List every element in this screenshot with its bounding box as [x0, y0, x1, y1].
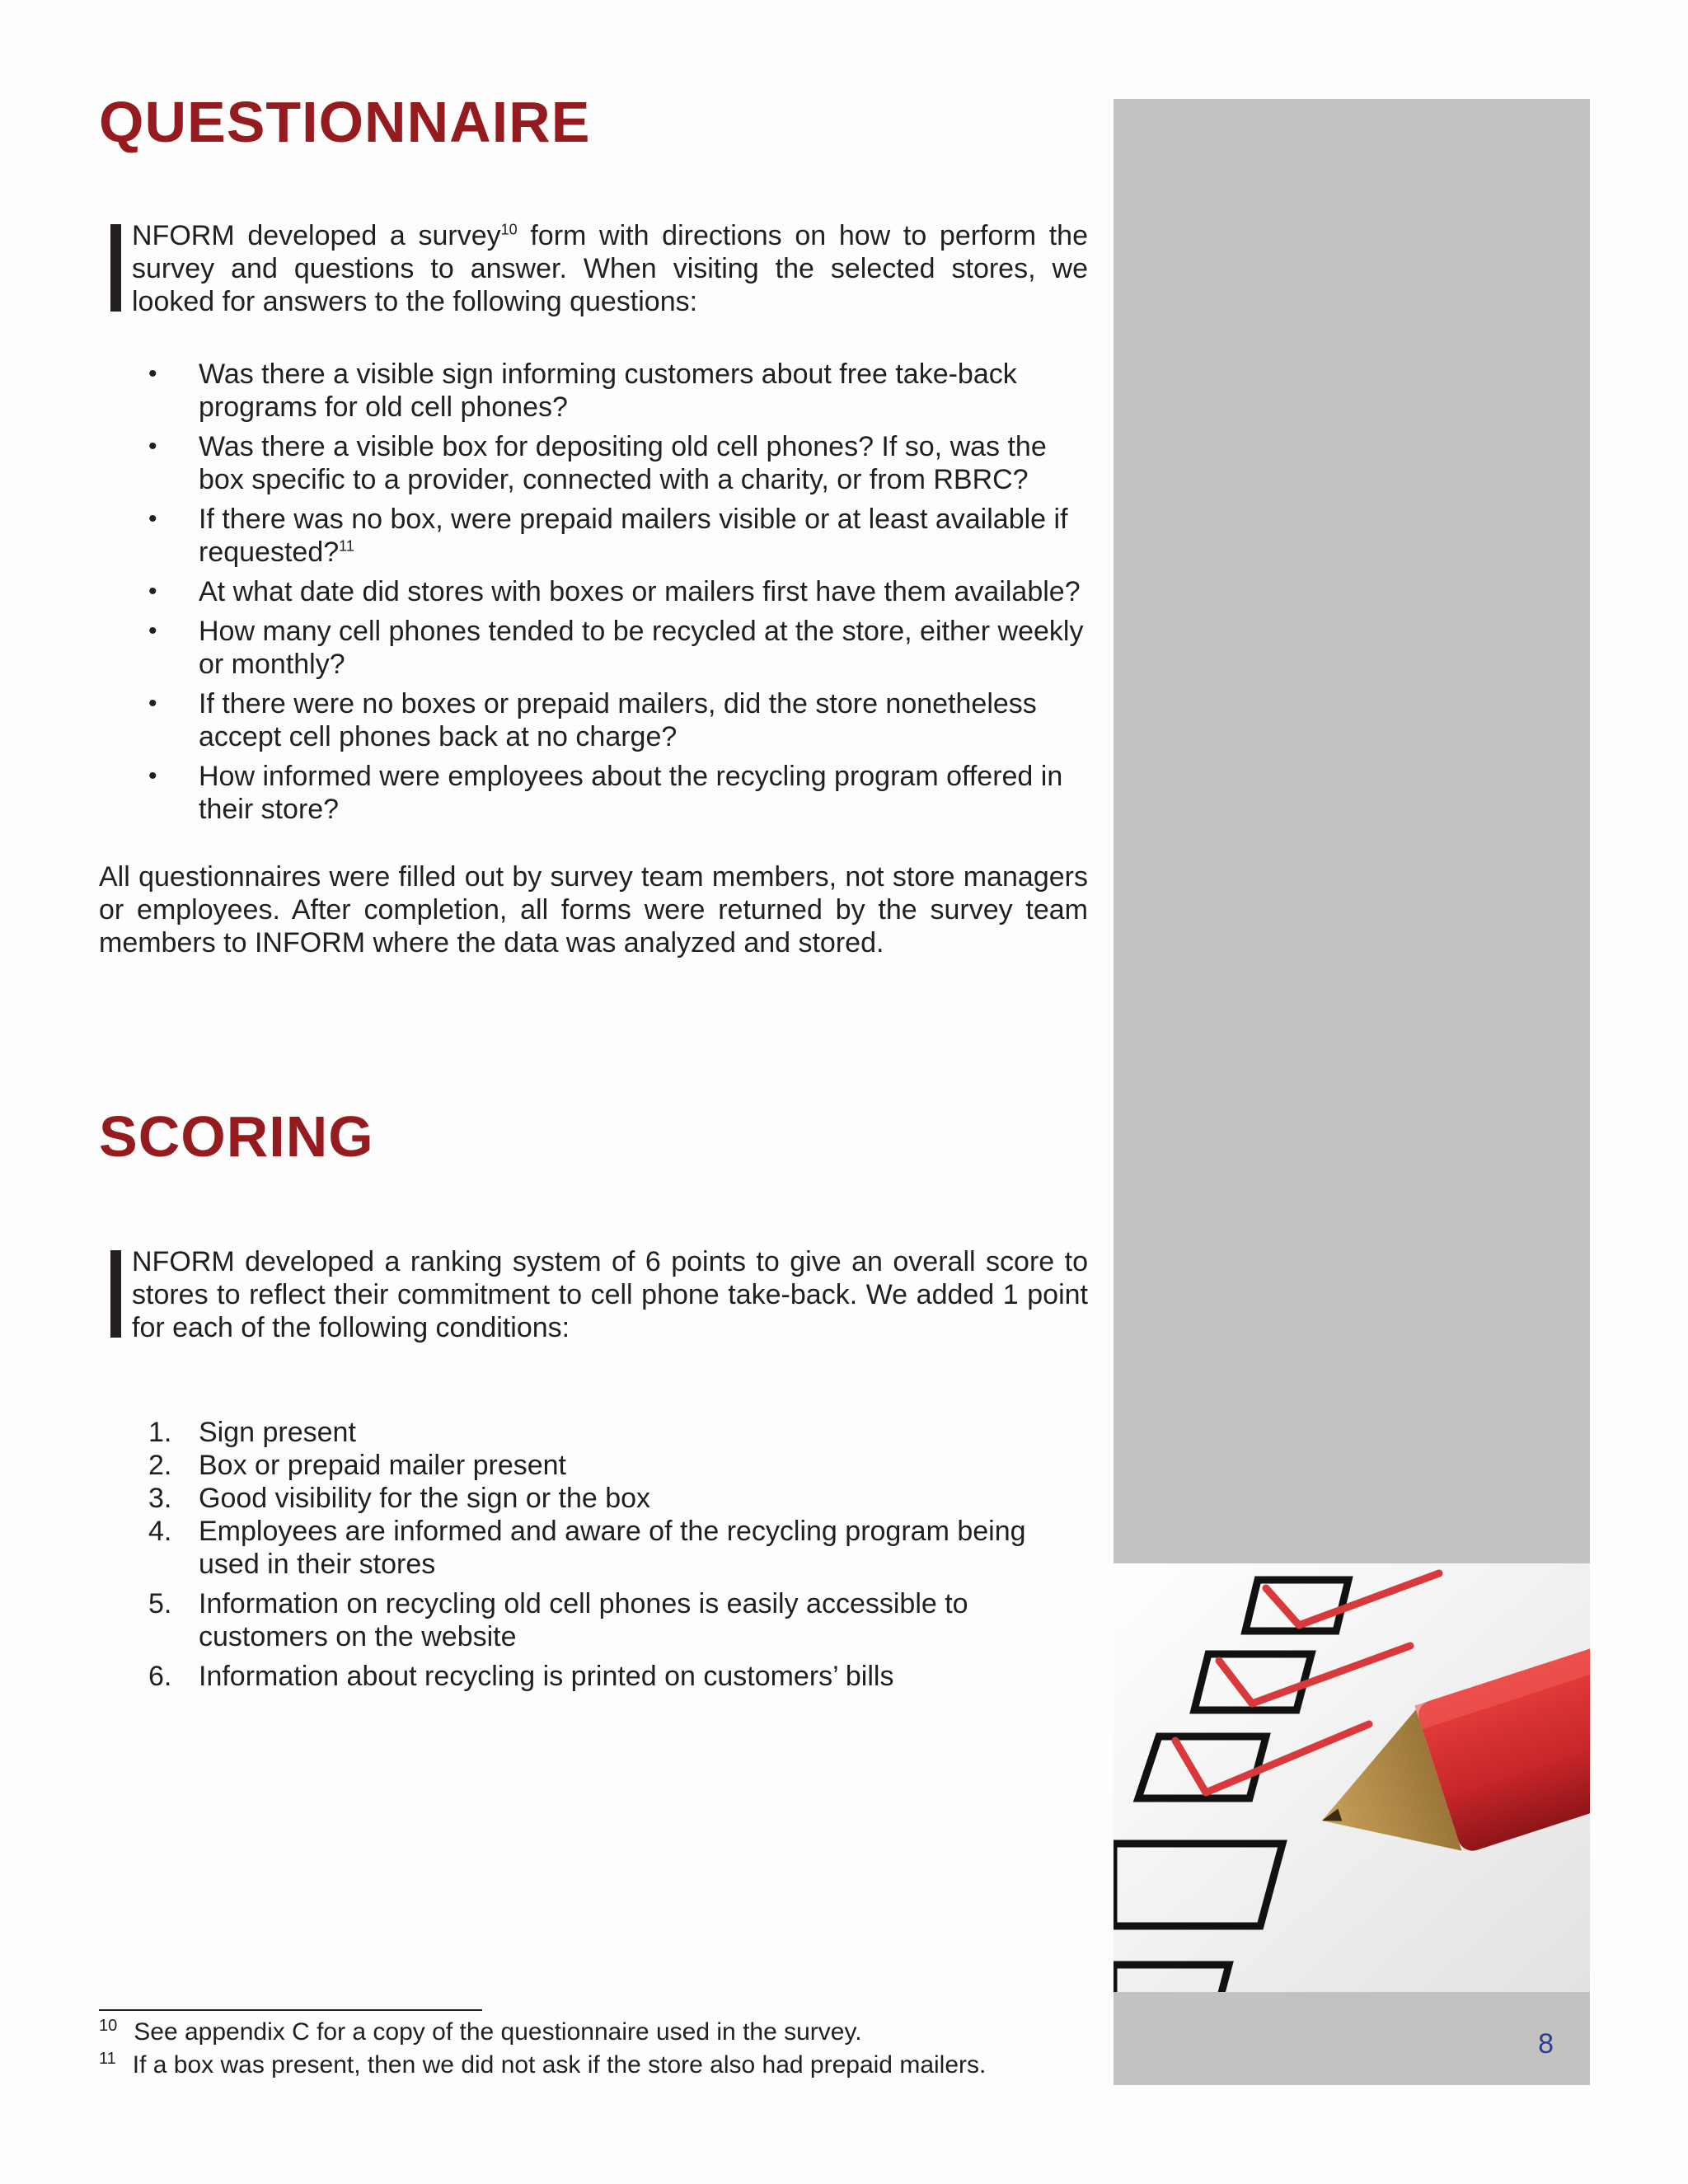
- bullet-icon: •: [148, 505, 157, 532]
- bullet-icon: •: [148, 617, 157, 644]
- bullet-icon: •: [148, 578, 157, 605]
- page-number: 8: [1538, 2028, 1554, 2060]
- scoring-intro: NFORM developed a ranking system of 6 points to give an overall score to stores to reflect their commitment to cell phone take-back. We added 1 point for each of the following conditions:: [99, 1245, 1088, 1344]
- list-item: 2. Box or prepaid mailer present: [148, 1450, 567, 1481]
- footnote-ref[interactable]: 10: [500, 221, 518, 238]
- dropcap-bar: [110, 224, 121, 312]
- list-item: 4. Employees are informed and aware of the recycling program being used in their stores: [148, 1516, 1026, 1580]
- intro-text-end: form with directions on how to perform the survey and questions to answer. When visiting the selected stores, we looked for answers to the following questions:: [132, 220, 1088, 317]
- footnote-divider: [99, 2009, 482, 2011]
- bullet-icon: •: [148, 690, 157, 717]
- bullet-icon: •: [148, 762, 157, 790]
- list-item: 6. Information about recycling is printed on customers’ bills: [148, 1661, 894, 1692]
- bullet-icon: •: [148, 433, 157, 460]
- questions-list: [99, 358, 1088, 832]
- list-item: 5. Information on recycling old cell phones is easily accessible to customers on the website: [148, 1588, 968, 1652]
- checklist-pencil-icon: [1114, 1563, 1590, 1992]
- list-item: • Was there a visible box for depositing old cell phones? If so, was the box specific to a provider, connected with a charity, or from RBRC?: [148, 431, 1047, 495]
- questionnaire-intro: [99, 219, 1088, 318]
- bullet-icon: •: [148, 360, 157, 387]
- list-item: 1. Sign present: [148, 1417, 356, 1448]
- list-item: • If there were no boxes or prepaid mailers, did the store nonetheless accept cell phones back at no charge?: [148, 688, 1037, 752]
- dropcap-bar: [110, 1250, 121, 1338]
- footnote-10: $^{10}$ See appendix C for a copy of the questionnaire used in the survey.: [99, 2017, 862, 2046]
- list-item: • At what date did stores with boxes or mailers first have them available?: [148, 576, 1081, 607]
- questionnaire-closing: All questionnaires were filled out by survey team members, not store managers or employees. After completion, all forms were returned by the survey team members to INFORM where the data was analyzed and stored.: [99, 861, 1088, 958]
- scoring-conditions: [99, 1416, 1088, 1693]
- footnote-ref[interactable]: 11: [339, 537, 354, 555]
- intro-text-start: NFORM developed a survey: [132, 220, 501, 251]
- footnote-11: $^{11}$ If a box was present, then we did not ask if the store also had prepaid mailers.: [99, 2050, 987, 2079]
- list-item: • How informed were employees about the recycling program offered in their store?: [148, 761, 1063, 825]
- list-item: • If there was no box, were prepaid mailers visible or at least available if requested?$^{11}$: [148, 504, 1068, 568]
- sidebar-panel: [1114, 99, 1590, 2085]
- list-item: • Was there a visible sign informing customers about free take-back programs for old cell phones?: [148, 359, 1017, 423]
- questionnaire-heading: QUESTIONNAIRE: [99, 90, 591, 154]
- list-item: 3. Good visibility for the sign or the box: [148, 1483, 651, 1514]
- scoring-heading: SCORING: [99, 1104, 374, 1169]
- list-item: • How many cell phones tended to be recycled at the store, either weekly or monthly?: [148, 616, 1084, 680]
